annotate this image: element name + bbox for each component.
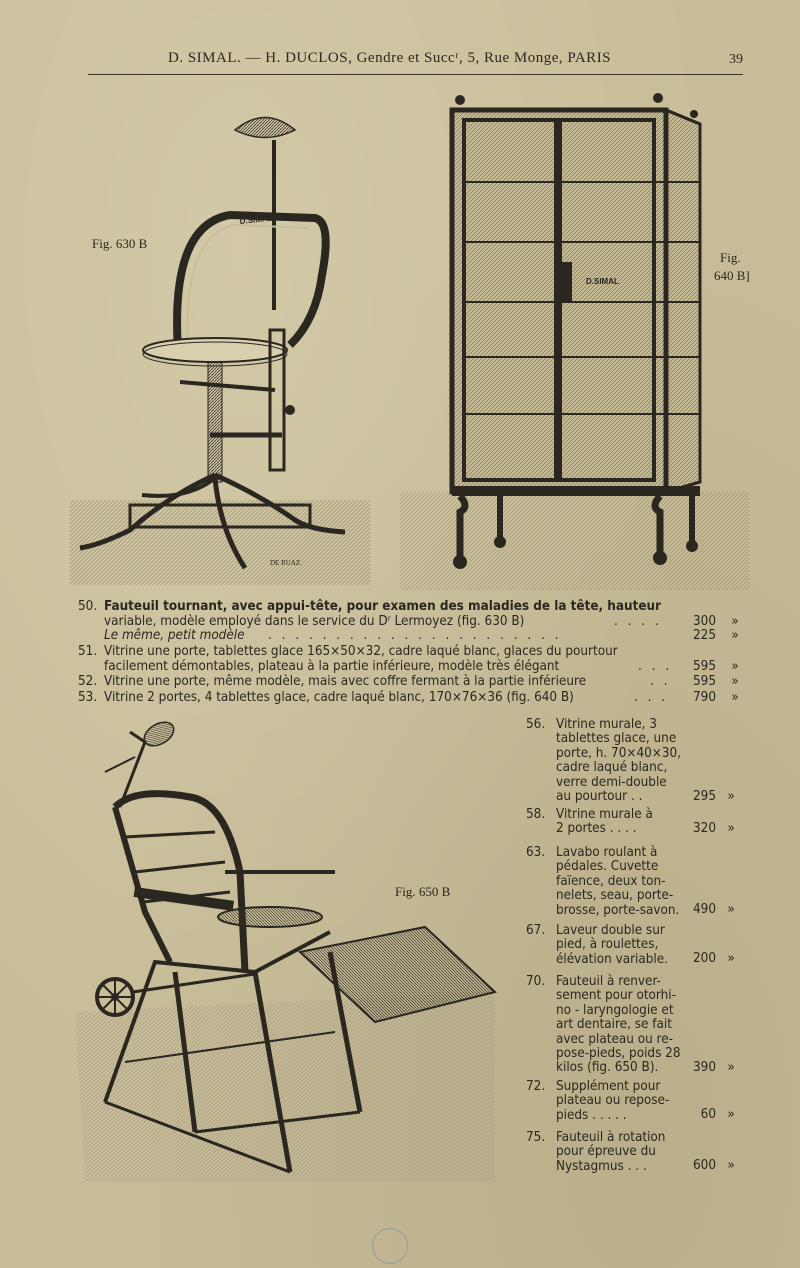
- entry-70: [526, 975, 746, 1077]
- fig-650-reclining-chair-illustration: [75, 712, 515, 1192]
- entry-price-mark: »: [727, 951, 735, 966]
- entry-line: 2 portes . . . .: [556, 821, 637, 837]
- entry-price-mark: »: [731, 613, 739, 629]
- library-stamp: [372, 1228, 408, 1264]
- entry-53: [78, 691, 748, 706]
- entry-price-mark: »: [727, 1107, 735, 1122]
- entry-number: 75.: [526, 1130, 546, 1145]
- entry-line: Nystagmus . . .: [556, 1158, 647, 1174]
- header-title: D. SIMAL. — H. DUCLOS, Gendre et Succʳ, 5, Rue Monge, PARIS: [168, 50, 612, 66]
- entry-line: avec plateau ou re-: [556, 1031, 673, 1047]
- entry-line: no - laryngologie et: [556, 1002, 674, 1018]
- entry-line: tablettes glace, une: [556, 731, 677, 747]
- entry-line: verre demi-double: [556, 774, 667, 790]
- entry-price: 300: [693, 613, 716, 629]
- chair-maker-plate: D.SIMAL: [239, 213, 273, 226]
- entry-number: 56.: [526, 717, 546, 732]
- entry-price-mark: »: [727, 902, 735, 917]
- entry-line: pied, à roulettes,: [556, 937, 659, 953]
- entry-line: au pourtour . .: [556, 789, 643, 805]
- entry-leader-dots: . . . . . . . . . . . . . . . . . . . . . .: [268, 628, 562, 643]
- fig-640-label-b: 640 B]: [714, 268, 750, 283]
- entry-price-mark: »: [731, 658, 739, 674]
- entry-56: [526, 718, 746, 806]
- entry-number: 53.: [78, 690, 98, 705]
- fig-630-chair-illustration: [70, 100, 370, 590]
- entry-price: 200: [693, 951, 716, 966]
- entry-text-line1: Vitrine 2 portes, 4 tablettes glace, cadre laqué blanc, 170×76×36 (fig. 640 B): [104, 690, 574, 705]
- entry-50: [78, 600, 748, 630]
- entry-price-mark: »: [727, 1060, 735, 1075]
- entry-number: 72.: [526, 1079, 546, 1094]
- entry-price: 390: [693, 1060, 716, 1075]
- entry-line: pédales. Cuvette: [556, 859, 659, 875]
- entry-line: élévation variable.: [556, 951, 669, 967]
- entry-line: pose-pieds, poids 28: [556, 1046, 681, 1062]
- entry-number: 70.: [526, 974, 546, 989]
- entry-line: plateau ou repose-: [556, 1093, 670, 1109]
- entry-text-line2: facilement démontables, plateau à la partie inférieure, modèle très élégant: [104, 658, 560, 674]
- entry-price-mark: »: [727, 821, 735, 836]
- entry-line: pour épreuve du: [556, 1144, 656, 1160]
- entry-price-mark: »: [727, 1158, 735, 1173]
- fig-650-label: Fig. 650 B: [395, 884, 451, 899]
- engraver-signature-1: DE RUAZ.: [270, 559, 302, 567]
- entry-number: 51.: [78, 644, 98, 659]
- entry-number: 63.: [526, 845, 546, 860]
- entry-leader-dots: . . .: [634, 690, 669, 705]
- entry-text-line2: variable, modèle employé dans le service du Dʳ Lermoyez (fig. 630 B): [104, 613, 525, 629]
- entry-line: brosse, porte-savon.: [556, 902, 680, 918]
- page-number: 39: [729, 52, 743, 67]
- entry-leader-dots: . . .: [638, 658, 673, 674]
- entry-number: 52.: [78, 674, 98, 689]
- entry-line: faïence, deux ton-: [556, 873, 666, 889]
- entry-51: [78, 645, 748, 675]
- entry-63: [526, 846, 746, 920]
- fig-640-cabinet-illustration: [400, 92, 750, 592]
- entry-leader-dots: . . . .: [614, 613, 662, 629]
- entry-price: 790: [693, 690, 716, 705]
- entry-text-line1: Le même, petit modèle: [104, 628, 245, 643]
- entry-leader-dots: . .: [650, 674, 671, 689]
- entry-price: 490: [693, 902, 716, 917]
- entry-line: Lavabo roulant à: [556, 845, 658, 860]
- entry-75: [526, 1131, 746, 1175]
- entry-price-mark: »: [731, 628, 739, 643]
- entry-number: 50.: [78, 599, 98, 614]
- entry-line: Fauteuil à renver-: [556, 974, 661, 989]
- entry-58: [526, 808, 746, 838]
- entry-52: [78, 675, 748, 690]
- entry-line: Laveur double sur: [556, 923, 665, 938]
- entry-number: 58.: [526, 807, 546, 822]
- cabinet-maker-plate: D.SIMAL: [586, 277, 619, 286]
- entry-price-mark: »: [731, 690, 739, 705]
- entry-price: 595: [693, 674, 716, 689]
- entry-line: art dentaire, se fait: [556, 1017, 672, 1033]
- entry-price: 295: [693, 789, 716, 804]
- entry-price: 600: [693, 1158, 716, 1173]
- entry-67: [526, 924, 746, 968]
- entry-price-mark: »: [731, 674, 739, 689]
- entry-50-small: [78, 629, 748, 644]
- entry-price: 60: [700, 1107, 716, 1122]
- entry-text-line1: Vitrine une porte, même modèle, mais avec coffre fermant à la partie inférieure: [104, 674, 587, 689]
- entry-line: Supplément pour: [556, 1079, 661, 1094]
- fig-640-label-a: Fig.: [720, 250, 741, 265]
- entry-text-line1: Fauteuil tournant, avec appui-tête, pour examen des maladies de la tête, hauteur: [104, 599, 662, 614]
- fig-630-label: Fig. 630 B: [92, 236, 148, 251]
- entry-line: Vitrine murale, 3: [556, 717, 657, 732]
- entry-line: Fauteuil à rotation: [556, 1130, 666, 1145]
- entry-line: pieds . . . . .: [556, 1107, 627, 1123]
- entry-price: 595: [693, 658, 716, 674]
- entry-number: 67.: [526, 923, 546, 938]
- entry-price: 320: [693, 821, 716, 836]
- running-header: [88, 48, 743, 75]
- entry-line: porte, h. 70×40×30,: [556, 745, 682, 761]
- entry-line: Vitrine murale à: [556, 807, 653, 822]
- entry-line: kilos (fig. 650 B).: [556, 1060, 659, 1076]
- entry-72: [526, 1080, 746, 1124]
- entry-price-mark: »: [727, 789, 735, 804]
- entry-line: cadre laqué blanc,: [556, 760, 668, 776]
- entry-line: sement pour otorhi-: [556, 988, 676, 1004]
- entry-line: nelets, seau, porte-: [556, 888, 674, 904]
- entry-price: 225: [693, 628, 716, 643]
- entry-text-line1: Vitrine une porte, tablettes glace 165×50×32, cadre laqué blanc, glaces du pourtour: [104, 644, 618, 659]
